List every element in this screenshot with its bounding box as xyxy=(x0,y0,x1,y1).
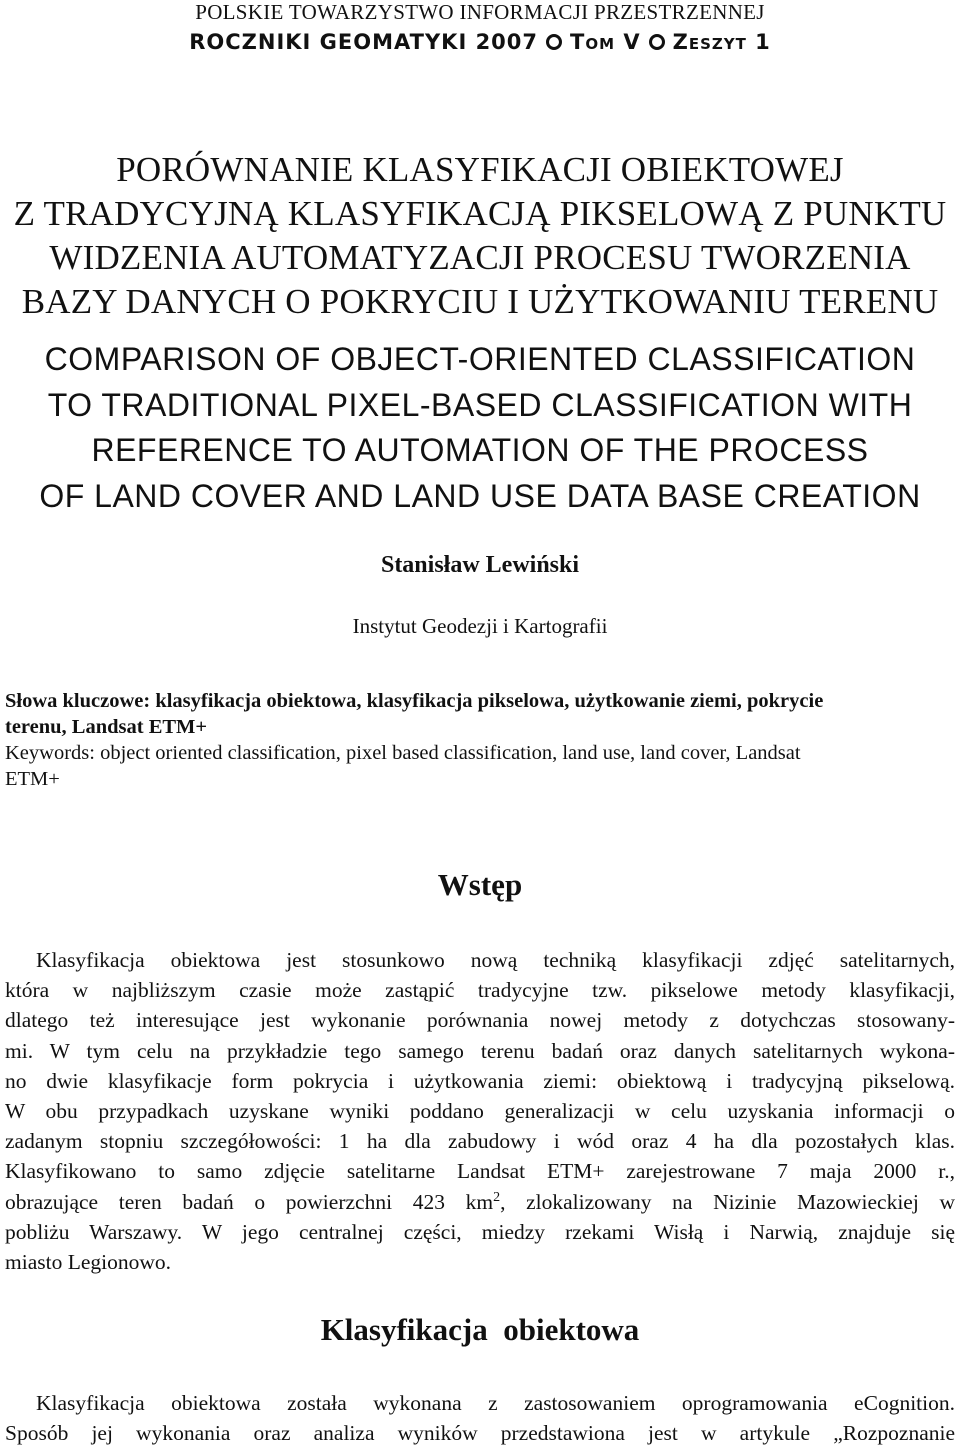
paragraph-line: Klasyfikowano to samo zdjęcie satelitarne Landsat ETM+ zarejestrowane 7 maja 2000 r., xyxy=(5,1159,955,1184)
author-name: Stanisław Lewiński xyxy=(380,552,580,578)
paragraph-line: która w najbliższym czasie może zastąpić tradycyjne tzw. pikselowe metody klasyfikacji, xyxy=(5,978,955,1003)
keywords-pl-line: Słowa kluczowe: klasyfikacja obiektowa, klasyfikacja pikselowa, użytkowanie ziemi, pokrycie xyxy=(5,690,824,712)
paragraph-line: mi. W tym celu na przykładzie tego samego terenu badań oraz danych satelitarnych wykona- xyxy=(5,1038,955,1063)
society-name: POLSKIE TOWARZYSTWO INFORMACJI PRZESTRZENNEJ xyxy=(195,0,765,24)
volume-label: Tom V xyxy=(570,30,641,54)
title-pl-line: BAZY DANYCH O POKRYCIU I UŻYTKOWANIU TERENU xyxy=(21,282,939,321)
section-heading-introduction: Wstęp xyxy=(437,867,523,902)
keywords-pl-line: terenu, Landsat ETM+ xyxy=(5,716,208,738)
paragraph-line: Sposób jej wykonania oraz analiza wyników przedstawiona jest w artykule „Rozpoznanie xyxy=(5,1421,955,1446)
circle-separator-icon xyxy=(546,34,562,50)
paragraph-line: miasto Legionowo. xyxy=(5,1250,172,1275)
title-pl-line: WIDZENIA AUTOMATYZACJI PROCESU TWORZENIA xyxy=(49,238,911,277)
paragraph-line: zadanym stopniu szczegółowości: 1 ha dla zabudowy i wód oraz 4 ha dla pozostałych klas. xyxy=(5,1129,955,1154)
section-heading-object-classification: Klasyfikacja obiektowa xyxy=(320,1312,640,1347)
superscript: 2 xyxy=(493,1189,501,1205)
author-affiliation: Instytut Geodezji i Kartografii xyxy=(352,614,608,638)
title-pl-line: Z TRADYCYJNĄ KLASYFIKACJĄ PIKSELOWĄ Z PUNKTU xyxy=(13,194,947,233)
paragraph-line: W obu przypadkach uzyskane wyniki poddano generalizacji w celu uzyskania informacji o xyxy=(5,1099,955,1124)
paragraph-line: Klasyfikacja obiektowa jest stosunkowo nową techniką klasyfikacji zdjęć satelitarnych, xyxy=(36,948,955,972)
paragraph-line xyxy=(5,1187,955,1217)
paragraph-line: pobliżu Warszawy. W jego centralnej części, miedzy rzekami Wisłą i Narwią, znajduje się xyxy=(5,1219,955,1244)
title-en-line: COMPARISON OF OBJECT-ORIENTED CLASSIFICATION xyxy=(44,341,916,377)
paragraph-line: no dwie klasyfikacje form pokrycia i użytkowania ziemi: obiektową i tradycyjną pikselową. xyxy=(5,1068,955,1093)
title-english xyxy=(0,337,960,519)
keywords-block xyxy=(5,688,955,792)
journal-name: ROCZNIKI GEOMATYKI 2007 xyxy=(189,30,539,54)
title-polish xyxy=(0,148,960,324)
title-en-line: TO TRADITIONAL PIXEL-BASED CLASSIFICATION WITH xyxy=(47,386,913,423)
line-text: , zlokalizowany na Nizinie Mazowieckiej w xyxy=(500,1189,956,1214)
keywords-en-line: Keywords: object oriented classification, pixel based classification, land use, land cover, Landsat xyxy=(5,742,801,764)
line-text: obrazujące teren badań o powierzchni 423 km xyxy=(5,1189,494,1214)
issue-label: Zeszyt 1 xyxy=(672,30,771,54)
paragraph-line: dlatego też interesujące jest wykonanie porównania nowej metody z dotychczas stosowany- xyxy=(5,1008,955,1033)
object-classification-paragraph xyxy=(5,1388,955,1448)
keywords-en-line: ETM+ xyxy=(5,768,60,790)
circle-separator-icon xyxy=(649,34,665,50)
title-pl-line: PORÓWNANIE KLASYFIKACJI OBIEKTOWEJ xyxy=(116,150,844,189)
introduction-paragraph xyxy=(5,945,955,1277)
title-en-line: OF LAND COVER AND LAND USE DATA BASE CREATION xyxy=(39,477,921,514)
paragraph-line: Klasyfikacja obiektowa została wykonana z zastosowaniem oprogramowania eCognition. xyxy=(36,1391,955,1415)
journal-header xyxy=(0,30,960,54)
title-en-line: REFERENCE TO AUTOMATION OF THE PROCESS xyxy=(91,432,869,468)
